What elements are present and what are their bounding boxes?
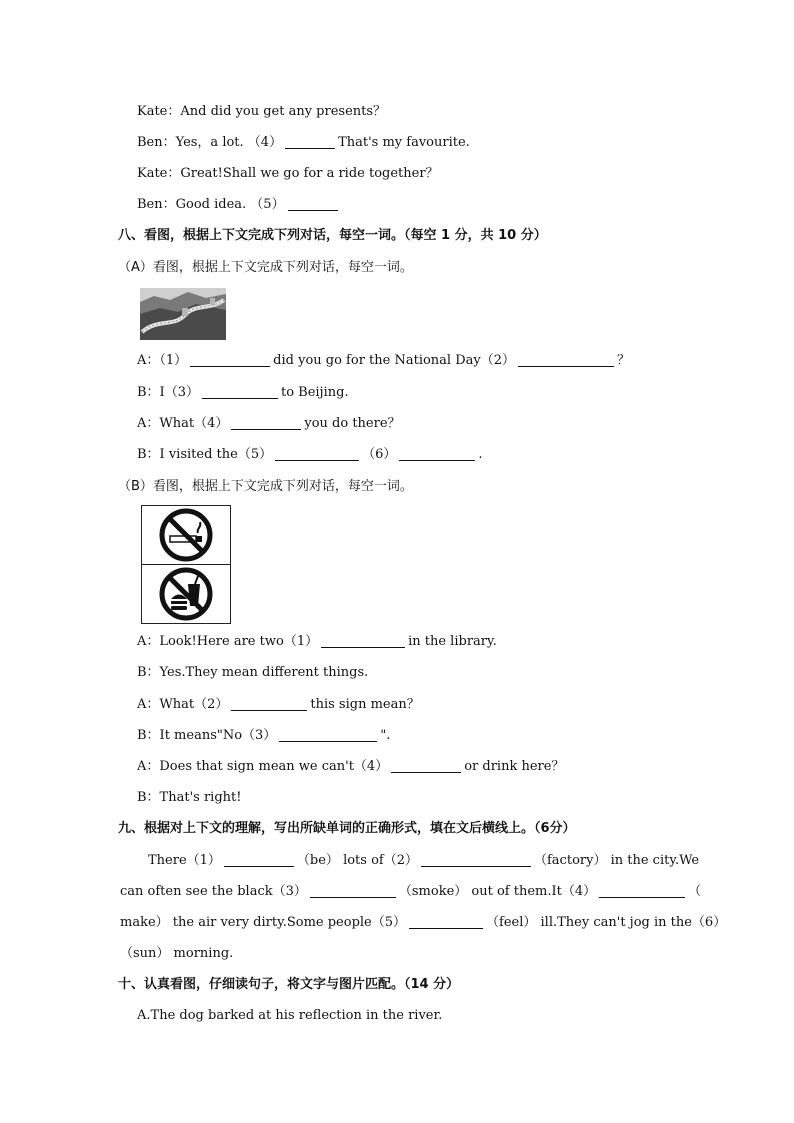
answer-blank[interactable] [518, 352, 614, 367]
9-line-4: （sun） morning. [120, 946, 234, 961]
section-8a-title: （A）看图，根据上下文完成下列对话，每空一词。 [118, 260, 413, 275]
section-9-title: 九、根据对上下文的理解，写出所缺单词的正确形式，填在文后横线上。（6分） [118, 821, 576, 836]
8a-line-4: B：I visited the（5） （6） . [137, 447, 483, 462]
8b-line-4: B：It means"No（3） ". [137, 728, 391, 743]
answer-blank[interactable] [224, 852, 294, 867]
great-wall-photo-icon [140, 288, 226, 340]
answer-blank[interactable] [231, 696, 307, 711]
answer-blank[interactable] [321, 633, 405, 648]
no-smoking-icon [142, 506, 230, 564]
answer-blank[interactable] [190, 352, 270, 367]
section-8b-title: （B）看图，根据上下文完成下列对话，每空一词。 [118, 479, 413, 494]
9-line-2: can often see the black（3） （smoke） out of them.It（4） （ [120, 884, 702, 899]
dialogue-line-3: Kate：Great!Shall we go for a ride together？ [137, 166, 439, 181]
answer-blank[interactable] [399, 446, 475, 461]
answer-blank[interactable] [279, 727, 377, 742]
answer-blank[interactable] [599, 883, 685, 898]
answer-blank[interactable] [275, 446, 359, 461]
dialogue-line-4: Ben：Good idea. （5） [137, 195, 341, 215]
dialogue-line-1: Kate：And did you get any presents？ [137, 104, 387, 119]
answer-blank[interactable] [421, 852, 531, 867]
answer-blank[interactable] [285, 134, 335, 149]
8b-line-2: B：Yes.They mean different things. [137, 665, 369, 680]
answer-blank[interactable] [231, 415, 301, 430]
10-item-a: A.The dog barked at his reflection in the river. [137, 1008, 443, 1023]
8b-line-1: A：Look!Here are two（1） in the library. [137, 634, 497, 649]
answer-blank[interactable] [202, 384, 278, 399]
8a-line-2: B：I（3） to Beijing. [137, 385, 349, 400]
9-line-3: make） the air very dirty.Some people（5） （feel） ill.They can't jog in the（6） [120, 915, 727, 930]
9-line-1: There（1） （be） lots of（2） （factory） in the city.We [148, 853, 700, 868]
answer-blank[interactable] [310, 883, 396, 898]
answer-blank[interactable] [409, 914, 483, 929]
answer-blank[interactable] [288, 196, 338, 211]
8b-line-5: A：Does that sign mean we can't（4） or drink here？ [137, 759, 565, 774]
8b-line-3: A：What（2） this sign mean？ [137, 697, 420, 712]
8a-line-3: A：What（4） you do there？ [137, 416, 401, 431]
answer-blank[interactable] [391, 758, 461, 773]
section-10-title: 十、认真看图，仔细读句子，将文字与图片匹配。（14 分） [118, 977, 460, 992]
section-8-title: 八、看图，根据上下文完成下列对话，每空一词。（每空 1 分，共 10 分） [118, 228, 547, 243]
8a-line-1: A：（1） did you go for the National Day（2） ？ [137, 353, 631, 368]
no-eating-drinking-icon [142, 564, 230, 623]
sign-pictures [141, 505, 231, 624]
dialogue-line-2: Ben：Yes，a lot. （4） That's my favourite. [137, 135, 470, 150]
8b-line-6: B：That's right! [137, 790, 242, 805]
